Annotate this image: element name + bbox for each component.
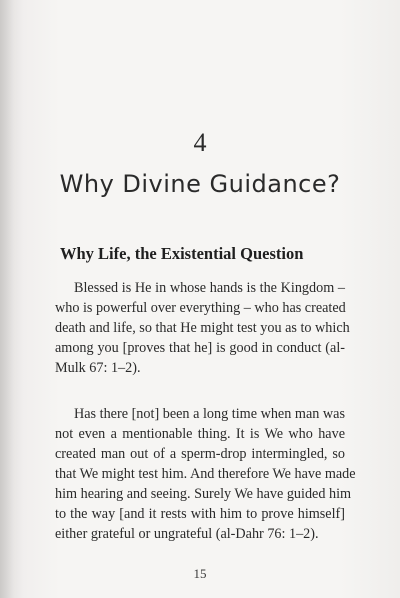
paragraph-line: created man out of a sperm-drop intermingled, so	[55, 446, 345, 462]
paragraph-line: that We might test him. And therefore We have made	[55, 466, 356, 482]
paragraph-line: death and life, so that He might test you as to which	[55, 320, 350, 336]
paragraph-line: who is powerful over everything – who has created	[55, 300, 346, 316]
chapter-title: Why Divine Guidance?	[59, 170, 341, 198]
page-number: 15	[193, 566, 207, 581]
paragraph-line: Mulk 67: 1–2).	[55, 360, 141, 376]
paragraph-line: Has there [not] been a long time when man was	[74, 406, 345, 422]
paragraph-2	[55, 404, 356, 544]
paragraph-line: him hearing and seeing. Surely We have guided him	[55, 486, 352, 502]
chapter-number: 4	[193, 128, 207, 157]
section-heading: Why Life, the Existential Question	[60, 244, 304, 263]
paragraph-line: to the way [and it rests with him to prove himself]	[55, 506, 345, 522]
paragraph-line: either grateful or ungrateful (al-Dahr 76: 1–2).	[55, 526, 319, 542]
paragraph-line: not even a mentionable thing. It is We who have	[55, 426, 345, 442]
gutter-shadow	[0, 0, 14, 598]
paragraph-line: among you [proves that he] is good in conduct (al-	[55, 340, 345, 356]
paragraph-line: Blessed is He in whose hands is the Kingdom –	[74, 280, 345, 296]
paragraph-1	[55, 278, 350, 378]
